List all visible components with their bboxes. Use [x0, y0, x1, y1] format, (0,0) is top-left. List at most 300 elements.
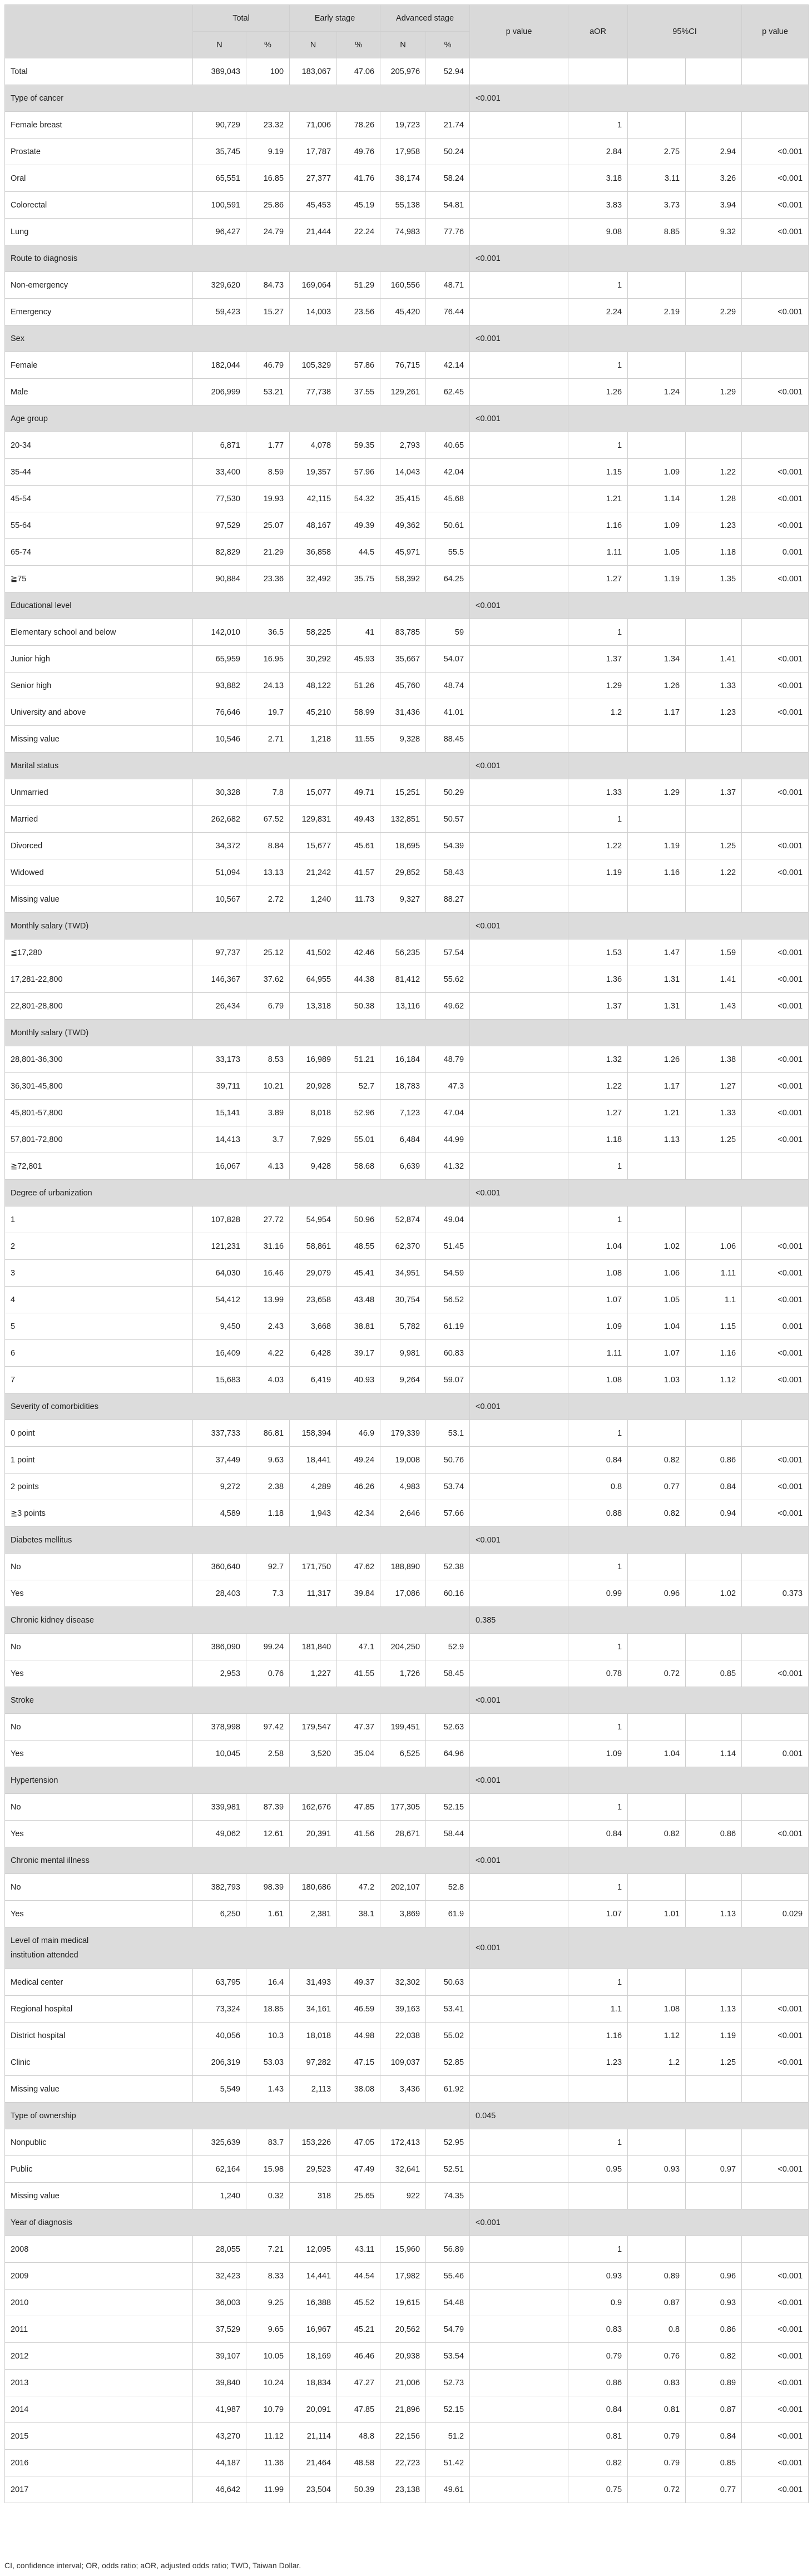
cell-ci-upper: 2.29 [686, 299, 742, 325]
cell-advanced-pct: 47.3 [426, 1073, 470, 1100]
row-label: Yes [5, 1580, 193, 1607]
cell-ci-lower [628, 619, 686, 646]
cell-ci-lower: 0.82 [628, 1447, 686, 1474]
cell-ci-upper [686, 726, 742, 753]
cell-p-value [470, 1741, 568, 1767]
header-advanced-n: N [380, 32, 426, 58]
cell-advanced-n: 20,938 [380, 2343, 426, 2370]
cell-p-value-2 [742, 1794, 809, 1821]
cell-total-pct: 9.63 [246, 1447, 290, 1474]
cell-p-value [470, 1073, 568, 1100]
section-blank [568, 1767, 809, 1794]
row-label: 45,801-57,800 [5, 1100, 193, 1126]
cell-early-pct: 45.93 [337, 646, 380, 673]
cell-early-n: 17,787 [290, 139, 337, 165]
cell-advanced-pct: 54.79 [426, 2316, 470, 2343]
cell-p-value-2: 0.029 [742, 1901, 809, 1927]
cell-advanced-n: 160,556 [380, 272, 426, 299]
cell-ci-upper: 1.19 [686, 2023, 742, 2049]
cell-early-pct: 41.76 [337, 165, 380, 192]
cell-advanced-pct: 77.76 [426, 219, 470, 245]
cell-total-n: 77,530 [193, 486, 246, 512]
cell-aor: 1.07 [568, 1287, 628, 1313]
cell-advanced-n: 30,754 [380, 1287, 426, 1313]
section-header-row [5, 245, 809, 272]
cell-early-n: 14,441 [290, 2263, 337, 2290]
cell-p-value [470, 352, 568, 379]
cell-advanced-pct: 61.19 [426, 1313, 470, 1340]
row-label: 17,281-22,800 [5, 966, 193, 993]
cell-advanced-n: 32,302 [380, 1969, 426, 1996]
cell-advanced-n: 4,983 [380, 1474, 426, 1500]
cell-ci-lower [628, 806, 686, 833]
cell-early-n: 18,441 [290, 1447, 337, 1474]
cell-aor: 1 [568, 1207, 628, 1233]
cell-total-pct: 3.89 [246, 1100, 290, 1126]
cell-early-n: 153,226 [290, 2129, 337, 2156]
cell-early-pct: 46.59 [337, 1996, 380, 2023]
row-label: Missing value [5, 2183, 193, 2209]
row-label: No [5, 1634, 193, 1660]
section-blank [568, 1607, 809, 1634]
header-blank [5, 5, 193, 58]
cell-ci-lower: 0.81 [628, 2396, 686, 2423]
cell-aor: 1.11 [568, 1340, 628, 1367]
cell-advanced-pct: 52.15 [426, 1794, 470, 1821]
cell-ci-lower: 0.76 [628, 2343, 686, 2370]
cell-ci-upper: 1.27 [686, 1073, 742, 1100]
cell-ci-lower: 1.17 [628, 699, 686, 726]
row-label: Non-emergency [5, 272, 193, 299]
cell-p-value-2: <0.001 [742, 1474, 809, 1500]
cell-p-value [470, 886, 568, 913]
header-advanced-pct: % [426, 32, 470, 58]
cell-p-value [470, 2450, 568, 2476]
cell-early-n: 29,079 [290, 1260, 337, 1287]
cell-total-pct: 25.12 [246, 940, 290, 966]
table-row [5, 1153, 809, 1180]
cell-aor: 3.18 [568, 165, 628, 192]
row-label: Yes [5, 1660, 193, 1687]
cell-aor: 1.37 [568, 646, 628, 673]
table-row [5, 1073, 809, 1100]
cell-total-n: 59,423 [193, 299, 246, 325]
cell-aor [568, 2076, 628, 2103]
cell-early-pct: 47.1 [337, 1634, 380, 1660]
cell-early-n: 34,161 [290, 1996, 337, 2023]
cell-aor: 1.19 [568, 859, 628, 886]
cell-p-value-2: <0.001 [742, 1126, 809, 1153]
row-label: 57,801-72,800 [5, 1126, 193, 1153]
cell-total-pct: 92.7 [246, 1554, 290, 1580]
cell-p-value [470, 459, 568, 486]
cell-advanced-n: 76,715 [380, 352, 426, 379]
cell-aor [568, 886, 628, 913]
section-p-value: <0.001 [470, 913, 568, 940]
cell-ci-upper: 3.26 [686, 165, 742, 192]
table-row [5, 219, 809, 245]
cell-total-pct: 11.36 [246, 2450, 290, 2476]
cell-total-pct: 2.58 [246, 1741, 290, 1767]
section-title: Sex [5, 325, 470, 352]
cell-total-n: 15,683 [193, 1367, 246, 1393]
table-row [5, 1447, 809, 1474]
cell-advanced-pct: 53.1 [426, 1420, 470, 1447]
row-label: Medical center [5, 1969, 193, 1996]
table-row [5, 2263, 809, 2290]
cell-advanced-pct: 48.71 [426, 272, 470, 299]
cell-ci-lower: 0.79 [628, 2423, 686, 2450]
cell-total-n: 96,427 [193, 219, 246, 245]
row-label: 22,801-28,800 [5, 993, 193, 1020]
cell-early-pct: 57.96 [337, 459, 380, 486]
cell-total-pct: 83.7 [246, 2129, 290, 2156]
row-label: ≦17,280 [5, 940, 193, 966]
cell-total-n: 63,795 [193, 1969, 246, 1996]
cell-advanced-pct: 58.44 [426, 1821, 470, 1847]
cell-early-pct: 45.52 [337, 2290, 380, 2316]
cell-p-value-2: <0.001 [742, 1287, 809, 1313]
cell-aor: 0.78 [568, 1660, 628, 1687]
cell-aor: 1.27 [568, 1100, 628, 1126]
cell-total-n: 142,010 [193, 619, 246, 646]
cell-early-n: 20,928 [290, 1073, 337, 1100]
cell-aor: 1 [568, 1153, 628, 1180]
section-blank [568, 1927, 809, 1969]
cell-early-n: 18,834 [290, 2370, 337, 2396]
cell-p-value-2: <0.001 [742, 1233, 809, 1260]
row-label: 36,301-45,800 [5, 1073, 193, 1100]
cell-p-value [470, 1874, 568, 1901]
cell-early-n: 42,115 [290, 486, 337, 512]
section-p-value: <0.001 [470, 1393, 568, 1420]
cell-advanced-n: 58,392 [380, 566, 426, 592]
cell-ci-lower: 1.04 [628, 1313, 686, 1340]
cell-p-value-2 [742, 1207, 809, 1233]
cell-early-n: 45,210 [290, 699, 337, 726]
cell-ci-upper: 0.85 [686, 2450, 742, 2476]
total-row [5, 58, 809, 85]
cell-advanced-n: 19,008 [380, 1447, 426, 1474]
row-label: 1 point [5, 1447, 193, 1474]
cell-ci-upper [686, 1794, 742, 1821]
cell-ci-lower: 1.03 [628, 1367, 686, 1393]
cell-aor: 0.9 [568, 2290, 628, 2316]
cell-early-pct: 35.04 [337, 1741, 380, 1767]
cell-advanced-n: 9,327 [380, 886, 426, 913]
section-title: Degree of urbanization [5, 1180, 470, 1207]
cell-early-n: 20,091 [290, 2396, 337, 2423]
cell-total-n: 65,959 [193, 646, 246, 673]
cell-aor: 1.04 [568, 1233, 628, 1260]
cell-ci-lower [628, 886, 686, 913]
row-label: Elementary school and below [5, 619, 193, 646]
cell-ci-lower: 8.85 [628, 219, 686, 245]
cell-early-n: 6,419 [290, 1367, 337, 1393]
cell-early-pct: 50.38 [337, 993, 380, 1020]
cell-p-value-2 [742, 1420, 809, 1447]
cell-early-n: 64,955 [290, 966, 337, 993]
section-header-row [5, 913, 809, 940]
cell-advanced-n: 1,726 [380, 1660, 426, 1687]
cell-advanced-pct: 52.38 [426, 1554, 470, 1580]
row-label: Lung [5, 219, 193, 245]
table-row [5, 1901, 809, 1927]
cell-ci-upper: 0.77 [686, 2476, 742, 2503]
cell-advanced-pct: 55.5 [426, 539, 470, 566]
cell-total-pct: 11.99 [246, 2476, 290, 2503]
cell-advanced-pct: 74.35 [426, 2183, 470, 2209]
cell-total-pct: 9.65 [246, 2316, 290, 2343]
cell-early-n: 45,453 [290, 192, 337, 219]
cell-early-pct: 48.8 [337, 2423, 380, 2450]
cell-aor: 1 [568, 1714, 628, 1741]
cell-p-value [470, 726, 568, 753]
cell-total-pct: 16.4 [246, 1969, 290, 1996]
cell-ci-lower: 1.24 [628, 379, 686, 406]
section-title: Type of ownership [5, 2103, 470, 2129]
cell-p-value-2 [742, 886, 809, 913]
cell-early-pct: 35.75 [337, 566, 380, 592]
cell-ci-lower [628, 1207, 686, 1233]
cell-total-n: 62,164 [193, 2156, 246, 2183]
section-title: Monthly salary (TWD) [5, 1020, 470, 1046]
cell-ci-upper: 1.23 [686, 699, 742, 726]
cell-advanced-pct: 50.29 [426, 779, 470, 806]
section-header-row [5, 753, 809, 779]
cell-ci-lower: 0.79 [628, 2450, 686, 2476]
cell-early-pct: 45.21 [337, 2316, 380, 2343]
cell-advanced-n: 21,006 [380, 2370, 426, 2396]
cell-early-n: 13,318 [290, 993, 337, 1020]
cell-early-n: 1,240 [290, 886, 337, 913]
cell-ci-upper: 1.41 [686, 646, 742, 673]
cell-total-pct: 16.85 [246, 165, 290, 192]
header-95ci: 95%CI [628, 5, 742, 58]
cell-early-n: 48,167 [290, 512, 337, 539]
cell-p-value-2 [742, 1554, 809, 1580]
cell-p-value [470, 1207, 568, 1233]
cell-ci-lower: 3.11 [628, 165, 686, 192]
cell-ci-upper: 1.11 [686, 1260, 742, 1287]
table-row [5, 1474, 809, 1500]
cell-advanced-n: 52,874 [380, 1207, 426, 1233]
cell-total-n: 339,981 [193, 1794, 246, 1821]
cell-ci-upper [686, 2236, 742, 2263]
cell-total-pct: 1.77 [246, 432, 290, 459]
cell-aor: 2.24 [568, 299, 628, 325]
cell-advanced-pct: 55.46 [426, 2263, 470, 2290]
cell-early-n: 16,388 [290, 2290, 337, 2316]
row-label: Regional hospital [5, 1996, 193, 2023]
table-row [5, 566, 809, 592]
cell-aor: 1.22 [568, 1073, 628, 1100]
cell-p-value [470, 539, 568, 566]
cell-early-n: 97,282 [290, 2049, 337, 2076]
cell-p-value [470, 299, 568, 325]
cell-early-pct: 51.26 [337, 673, 380, 699]
section-p-value: 0.045 [470, 2103, 568, 2129]
section-p-value: <0.001 [470, 1767, 568, 1794]
table-row [5, 2316, 809, 2343]
cell-aor: 1 [568, 619, 628, 646]
cell-advanced-n: 31,436 [380, 699, 426, 726]
cell-aor: 1.29 [568, 673, 628, 699]
cell-ci-upper [686, 1634, 742, 1660]
cell-ci-lower: 1.07 [628, 1340, 686, 1367]
cell-p-value [470, 993, 568, 1020]
cell-early-pct: 78.26 [337, 112, 380, 139]
cell-total-n: 16,067 [193, 1153, 246, 1180]
row-label: Senior high [5, 673, 193, 699]
cell-aor: 1.07 [568, 1901, 628, 1927]
cell-advanced-n: 45,420 [380, 299, 426, 325]
cell-advanced-pct: 88.45 [426, 726, 470, 753]
cell-advanced-n: 922 [380, 2183, 426, 2209]
cell-early-pct: 44.54 [337, 2263, 380, 2290]
table-row [5, 619, 809, 646]
cell-ci-upper [686, 2129, 742, 2156]
table-row [5, 2343, 809, 2370]
cell-total-n: 39,840 [193, 2370, 246, 2396]
cell-early-n: 171,750 [290, 1554, 337, 1580]
cell-total-n: 146,367 [193, 966, 246, 993]
cell-total-pct: 2.72 [246, 886, 290, 913]
section-title: Type of cancer [5, 85, 470, 112]
cell-total-n: 34,372 [193, 833, 246, 859]
cell-p-value [470, 1233, 568, 1260]
cell-advanced-pct: 45.68 [426, 486, 470, 512]
section-header-row [5, 592, 809, 619]
cell-ci-upper: 1.23 [686, 512, 742, 539]
cell-early-pct: 39.17 [337, 1340, 380, 1367]
row-label: Married [5, 806, 193, 833]
cell-advanced-pct: 64.25 [426, 566, 470, 592]
cell-p-value-2 [742, 112, 809, 139]
cell-ci-lower: 0.87 [628, 2290, 686, 2316]
cell-aor: 1.37 [568, 993, 628, 1020]
cell-advanced-n: 45,760 [380, 673, 426, 699]
row-label: 7 [5, 1367, 193, 1393]
cell-ci-upper: 1.06 [686, 1233, 742, 1260]
cell-advanced-pct: 50.57 [426, 806, 470, 833]
row-label: Total [5, 58, 193, 85]
section-title-line-1: Level of main medical [11, 1936, 89, 1945]
cell-ci-upper: 1.43 [686, 993, 742, 1020]
row-label: Missing value [5, 886, 193, 913]
cell-total-n: 26,434 [193, 993, 246, 1020]
cell-p-value [470, 2023, 568, 2049]
table-row [5, 165, 809, 192]
cell-total-pct: 19.7 [246, 699, 290, 726]
section-p-value: <0.001 [470, 245, 568, 272]
cell-p-value [470, 1474, 568, 1500]
cell-aor: 1.16 [568, 512, 628, 539]
cell-total-n: 90,884 [193, 566, 246, 592]
table-row [5, 966, 809, 993]
cell-p-value-2 [742, 58, 809, 85]
cell-ci-lower: 1.04 [628, 1741, 686, 1767]
cell-ci-upper: 1.13 [686, 1901, 742, 1927]
cell-aor: 1.26 [568, 379, 628, 406]
cell-advanced-n: 205,976 [380, 58, 426, 85]
cell-advanced-pct: 56.52 [426, 1287, 470, 1313]
header-total-n: N [193, 32, 246, 58]
section-p-value: <0.001 [470, 2209, 568, 2236]
cell-early-pct: 11.73 [337, 886, 380, 913]
cell-p-value [470, 2423, 568, 2450]
row-label: Female [5, 352, 193, 379]
cell-ci-upper [686, 2183, 742, 2209]
cell-total-pct: 87.39 [246, 1794, 290, 1821]
cell-total-n: 46,642 [193, 2476, 246, 2503]
cell-advanced-n: 35,415 [380, 486, 426, 512]
cell-early-pct: 40.93 [337, 1367, 380, 1393]
cell-ci-lower: 0.89 [628, 2263, 686, 2290]
cell-advanced-n: 83,785 [380, 619, 426, 646]
cell-advanced-pct: 41.01 [426, 699, 470, 726]
cell-p-value-2: <0.001 [742, 2156, 809, 2183]
cell-total-n: 360,640 [193, 1554, 246, 1580]
cell-total-n: 43,270 [193, 2423, 246, 2450]
table-row [5, 646, 809, 673]
cell-p-value-2: <0.001 [742, 512, 809, 539]
section-title: Severity of comorbidities [5, 1393, 470, 1420]
cell-ci-upper: 1.18 [686, 539, 742, 566]
cell-total-n: 54,412 [193, 1287, 246, 1313]
cell-early-pct: 49.37 [337, 1969, 380, 1996]
cell-advanced-n: 21,896 [380, 2396, 426, 2423]
table-row [5, 1046, 809, 1073]
cell-advanced-pct: 50.76 [426, 1447, 470, 1474]
section-p-value: <0.001 [470, 1847, 568, 1874]
cell-early-n: 21,464 [290, 2450, 337, 2476]
cell-total-pct: 6.79 [246, 993, 290, 1020]
cell-ci-upper: 1.15 [686, 1313, 742, 1340]
cell-early-n: 36,858 [290, 539, 337, 566]
cell-advanced-n: 74,983 [380, 219, 426, 245]
row-label: 35-44 [5, 459, 193, 486]
row-label: Male [5, 379, 193, 406]
cell-ci-lower: 1.12 [628, 2023, 686, 2049]
cell-aor: 2.84 [568, 139, 628, 165]
cell-ci-upper: 1.59 [686, 940, 742, 966]
row-label: Unmarried [5, 779, 193, 806]
section-p-value: <0.001 [470, 1687, 568, 1714]
cell-p-value-2: <0.001 [742, 1046, 809, 1073]
cell-aor: 0.93 [568, 2263, 628, 2290]
cell-early-pct: 47.05 [337, 2129, 380, 2156]
cell-ci-upper: 0.84 [686, 1474, 742, 1500]
cell-early-n: 29,523 [290, 2156, 337, 2183]
cell-p-value [470, 192, 568, 219]
cell-ci-lower: 0.72 [628, 2476, 686, 2503]
section-title: Monthly salary (TWD) [5, 913, 470, 940]
cell-total-n: 51,094 [193, 859, 246, 886]
cell-p-value-2: <0.001 [742, 2316, 809, 2343]
row-label: 2013 [5, 2370, 193, 2396]
cell-early-n: 179,547 [290, 1714, 337, 1741]
cell-advanced-n: 199,451 [380, 1714, 426, 1741]
section-header-row [5, 85, 809, 112]
cell-ci-upper [686, 1714, 742, 1741]
table-row [5, 1126, 809, 1153]
cell-ci-upper: 1.41 [686, 966, 742, 993]
cell-advanced-pct: 52.94 [426, 58, 470, 85]
cell-advanced-n: 6,639 [380, 1153, 426, 1180]
table-row [5, 833, 809, 859]
cell-advanced-n: 38,174 [380, 165, 426, 192]
